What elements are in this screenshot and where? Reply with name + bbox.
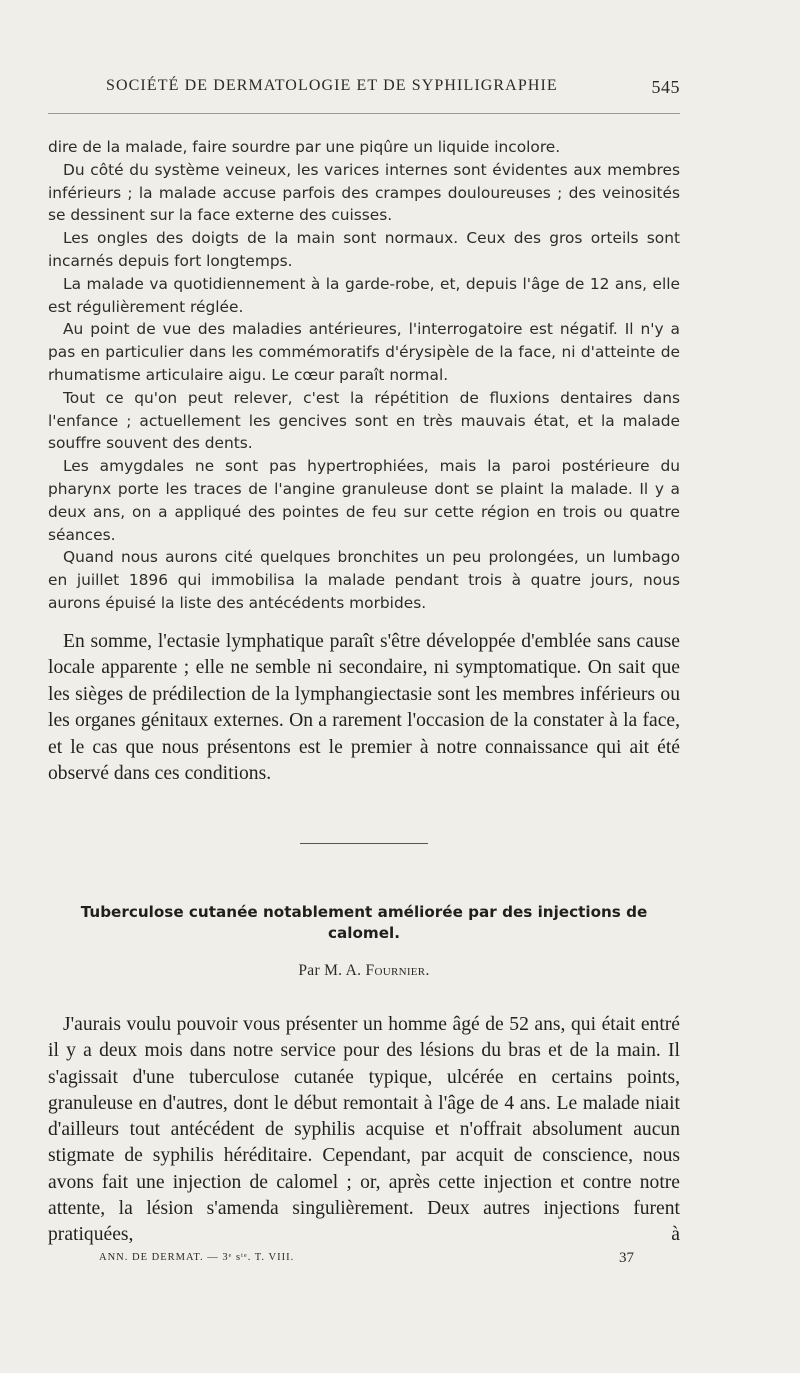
conclusion-section <box>48 629 680 787</box>
header-rule <box>48 113 680 114</box>
paragraph: Au point de vue des maladies antérieures, l'interrogatoire est négatif. Il n'y a pas en particulier dans les commémoratifs d'érysipèle de la face, ni d'atteinte de rhumatisme articulaire aigu. Le cœur paraît normal. <box>48 320 680 384</box>
conclusion-paragraph: En somme, l'ectasie lymphatique paraît s'être développée d'emblée sans cause locale apparente ; elle ne semble ni secondaire, ni symptomatique. On sait que les sièges de prédilection de la lymphangiectasie sont les membres inférieurs ou les organes génitaux externes. On a rarement l'occasion de la constater à la face, et le cas que nous présentons est le premier à notre connaissance qui ait été observé dans ces conditions. <box>48 631 680 785</box>
journal-page <box>48 0 680 1373</box>
journal-reference: ANN. DE DERMAT. — 3ᵉ sᵗᵉ. T. VIII. <box>99 1252 295 1263</box>
page-footer <box>48 1250 680 1270</box>
article-body <box>48 1012 680 1249</box>
body-paragraph: J'aurais voulu pouvoir vous présenter un homme âgé de 52 ans, qui était entré il y a deux mois dans notre service pour des lésions du bras et de la main. Il s'agissait d'une tuberculose cutanée typique, ulcérée en certains points, granuleuse en d'autres, dont le début remontait à l'âge de 4 ans. Le malade niait d'ailleurs tout antécédent de syphilis acquise et n'offrait absolument aucun stigmate de syphilis héréditaire. Cependant, par acquit de conscience, nous avons fait une injection de calomel ; or, après cette injection et contre notre attente, la lésion s'amenda singulièrement. Deux autres injections furent pratiquées, à <box>48 1014 680 1246</box>
paragraph: Les amygdales ne sont pas hypertrophiées, mais la paroi postérieure du pharynx porte les traces de l'angine granuleuse dont se plaint la malade. Il y a deux ans, on a appliqué des pointes de feu sur cette région en trois ou quatre séances. <box>48 457 680 544</box>
page-number: 545 <box>651 77 680 97</box>
section-divider <box>300 843 428 844</box>
running-head-title: SOCIÉTÉ DE DERMATOLOGIE ET DE SYPHILIGRAPHIE <box>106 77 558 94</box>
case-report-text <box>48 136 680 615</box>
author-name: Fournier. <box>365 962 430 979</box>
signature-mark: 37 <box>619 1250 634 1266</box>
paragraph: Tout ce qu'on peut relever, c'est la répétition de fluxions dentaires dans l'enfance ; actuellement les gencives sont en très mauvais état, et la malade souffre souvent des dents. <box>48 388 680 453</box>
paragraph: dire de la malade, faire sourdre par une piqûre un liquide incolore. <box>48 138 561 156</box>
paragraph: Quand nous aurons cité quelques bronchites un peu prolongées, un lumbago en juillet 1896 qui immobilisa la malade pendant trois à quatre jours, nous aurons épuisé la liste des antécédents morbides. <box>48 548 680 612</box>
byline <box>48 962 680 980</box>
paragraph: La malade va quotidiennement à la garde-robe, et, depuis l'âge de 12 ans, elle est régulièrement réglée. <box>48 274 680 316</box>
paragraph: Du côté du système veineux, les varices internes sont évidentes aux membres inférieurs ; la malade accuse parfois des crampes douloureuses ; des veinosités se dessinent sur la face externe des cuisses. <box>48 160 680 225</box>
paragraph: Les ongles des doigts de la main sont normaux. Ceux des gros orteils sont incarnés depuis fort longtemps. <box>48 229 680 270</box>
byline-prefix: Par M. A. <box>298 962 362 979</box>
article-title: Tuberculose cutanée notablement améliorée par des injections de calomel. <box>80 903 648 942</box>
running-head <box>48 77 680 99</box>
